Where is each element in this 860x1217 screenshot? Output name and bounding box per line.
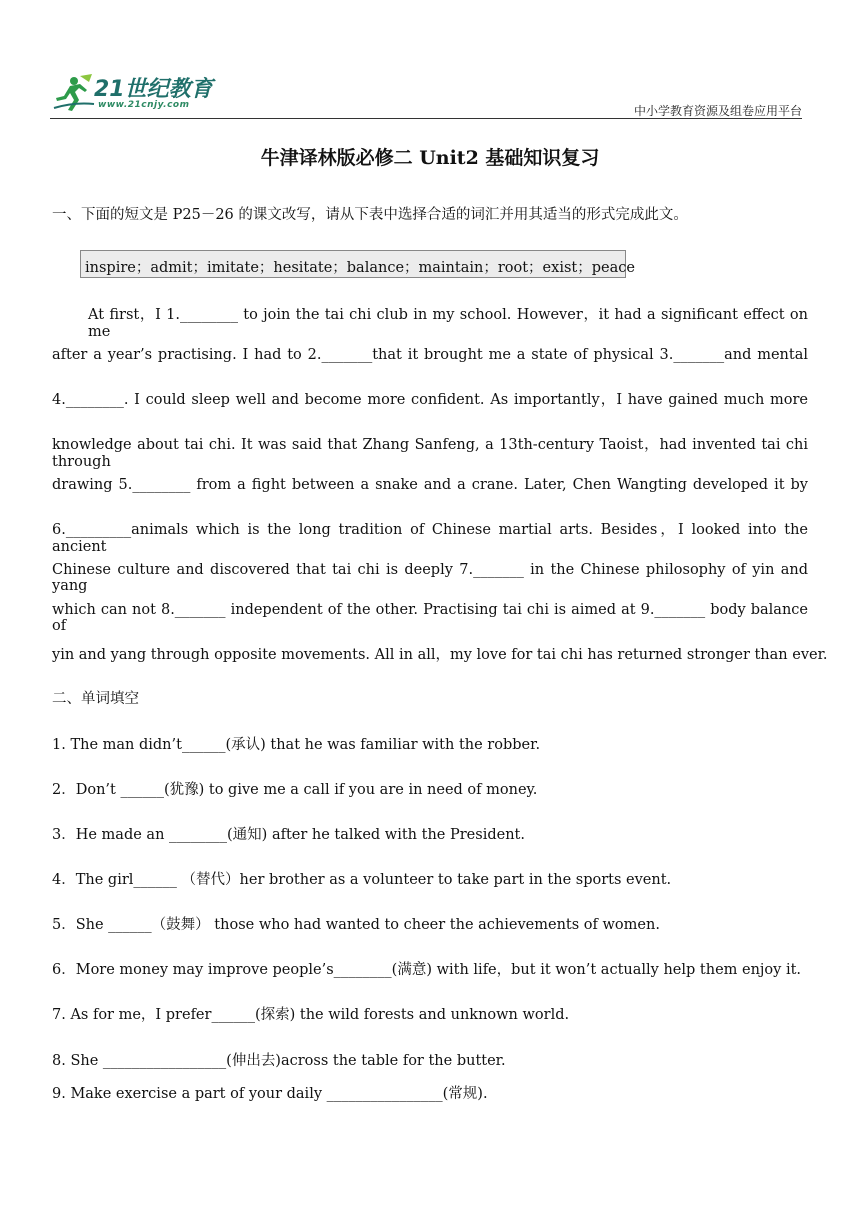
logo-url: www.21cnjy.com [98, 100, 190, 110]
header-divider [50, 118, 802, 119]
passage-line: knowledge about tai chi. It was said that Zhang Sanfeng, a 13th-century Taoist，had invented tai chi through [52, 437, 808, 470]
passage-line: drawing 5.________ from a fight between a snake and a crane. Later, Chen Wangting developed it by [52, 477, 808, 493]
question-item: 5．She ______（鼓舞） those who had wanted to cheer the achievements of women. [52, 917, 660, 933]
question-item: 4．The girl______ （替代）her brother as a volunteer to take part in the sports event. [52, 872, 672, 888]
page-title: 牛津译林版必修二 Unit2 基础知识复习 [260, 147, 600, 169]
passage-line: At first，I 1.________ to join the tai chi club in my school. However，it had a significant effect on me [88, 307, 808, 340]
passage-line: yin and yang through opposite movements. All in all，my love for tai chi has returned stronger than ever. [52, 647, 828, 663]
question-item: 9. Make exercise a part of your daily ________________(常规). [52, 1086, 488, 1102]
question-item: 3．He made an ________(通知) after he talked with the President. [52, 827, 525, 843]
section1-heading: 一、下面的短文是 P25－26 的课文改写，请从下表中选择合适的词汇并用其适当的形式完成此文。 [52, 207, 688, 223]
passage-line: after a year’s practising. I had to 2._______that it brought me a state of physical 3._______and mental [52, 347, 808, 363]
question-item: 6．More money may improve people’s________(满意) with life，but it won’t actually help them enjoy it. [52, 962, 802, 978]
passage-line: which can not 8._______ independent of the other. Practising tai chi is aimed at 9._______ body balance of [52, 602, 808, 634]
runner-logo-icon [52, 74, 96, 114]
question-item: 8. She _________________(伸出去)across the table for the butter. [52, 1053, 506, 1069]
question-item: 1. The man didn’t______(承认) that he was familiar with the robber. [52, 737, 541, 753]
passage-line: 4.________. I could sleep well and become more confident. As importantly，I have gained much more [52, 392, 808, 408]
question-item: 2．Don’t ______(犹豫) to give me a call if you are in need of money. [52, 782, 538, 798]
page-header [50, 70, 802, 120]
passage-line: Chinese culture and discovered that tai chi is deeply 7._______ in the Chinese philosophy of yin and yang [52, 562, 808, 594]
passage-line: 6._________animals which is the long tradition of Chinese martial arts. Besides，I looked into the ancient [52, 522, 808, 555]
platform-label: 中小学教育资源及组卷应用平台 [633, 104, 802, 118]
question-item: 7. As for me，I prefer______(探索) the wild forests and unknown world. [52, 1007, 570, 1023]
word-bank: inspire；admit；imitate；hesitate；balance；maintain；root；exist；peace [85, 260, 635, 276]
section2-heading: 二、单词填空 [52, 691, 139, 707]
word-bank-box [80, 250, 635, 278]
logo-text: 21世纪教育 [94, 77, 213, 102]
